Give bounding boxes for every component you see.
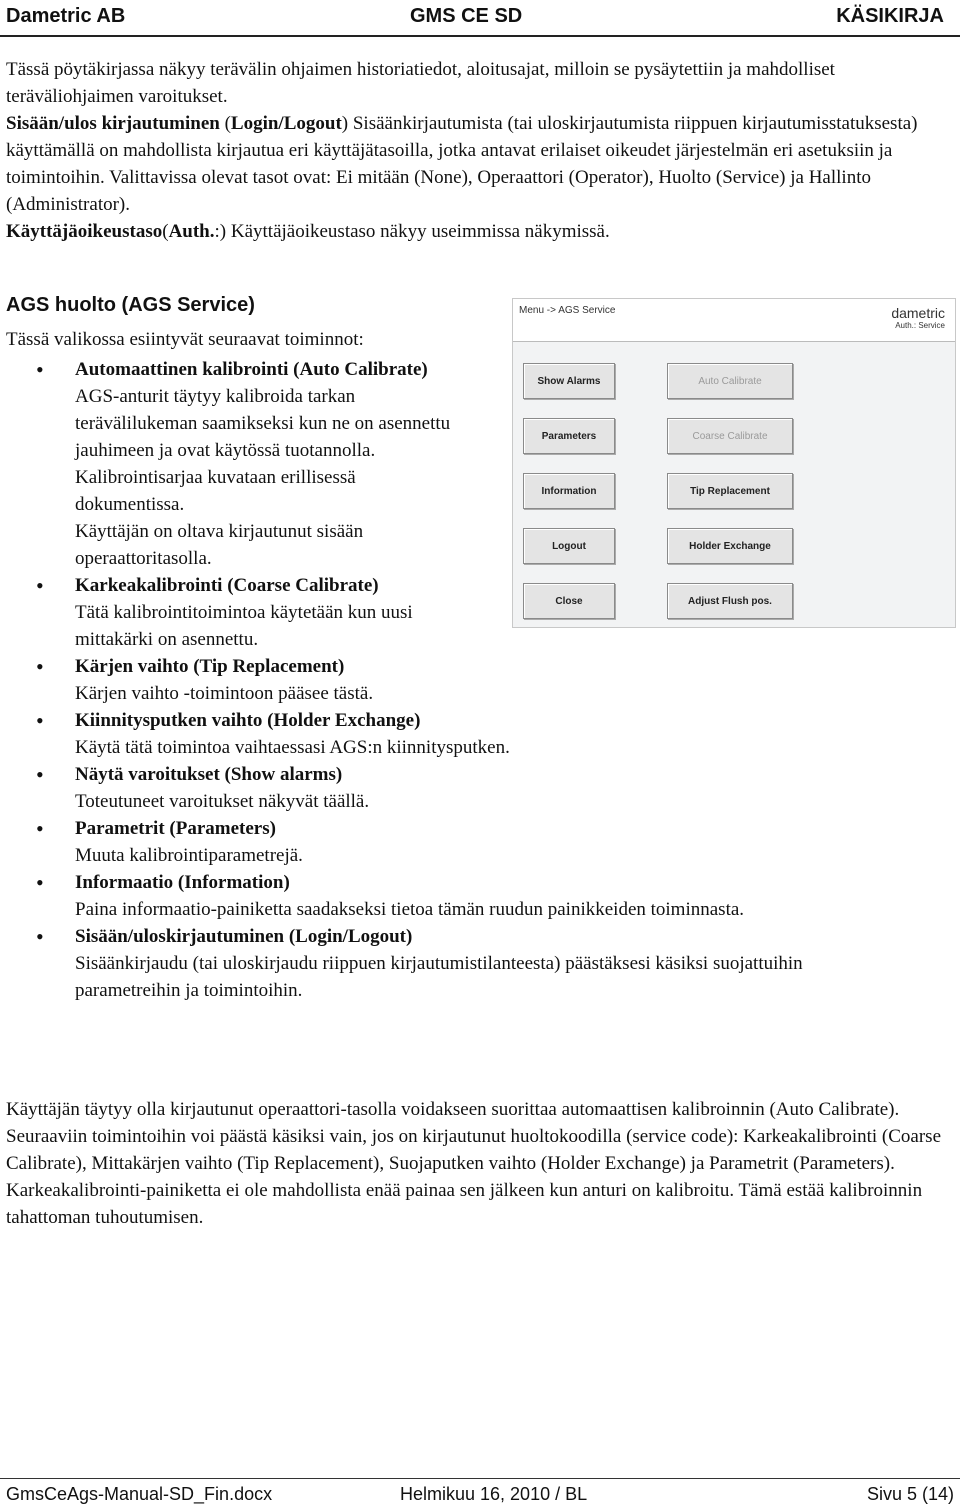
login-logout-term: Sisään/ulos kirjautuminen bbox=[6, 113, 220, 134]
screen-header bbox=[513, 299, 955, 342]
section-title: AGS huolto (AGS Service) bbox=[6, 294, 255, 316]
parameters-button[interactable]: Parameters bbox=[523, 418, 615, 454]
section-intro: Tässä valikossa esiintyvät seuraavat toiminnot: bbox=[6, 329, 364, 350]
adjust-flush-button[interactable]: Adjust Flush pos. bbox=[667, 583, 793, 619]
close-button[interactable]: Close bbox=[523, 583, 615, 619]
footer-page: Sivu 5 (14) bbox=[866, 1484, 954, 1504]
item-desc: Tätä kalibrointitoimintoa käytetään kun uusi mittakärki on asennettu. bbox=[75, 602, 413, 650]
item-desc: Toteutuneet varoitukset näkyvät täällä. bbox=[75, 791, 370, 812]
header-product: GMS CE SD bbox=[410, 5, 523, 27]
item-title: • Kärjen vaihto (Tip Replacement) bbox=[75, 656, 345, 677]
outro-paragraph-1: Käyttäjän täytyy olla kirjautunut operaattori-tasolla voidakseen suorittaa automaattisen kalibroinnin (Auto Calibrate). bbox=[6, 1099, 900, 1120]
list-item bbox=[0, 653, 920, 707]
paren: ( bbox=[219, 113, 231, 134]
header-company: Dametric AB bbox=[6, 5, 126, 27]
brand-logo: dametric bbox=[891, 305, 945, 321]
item-title: • Näytä varoitukset (Show alarms) bbox=[75, 764, 343, 785]
holder-exchange-button[interactable]: Holder Exchange bbox=[667, 528, 793, 564]
item-title: • Parametrit (Parameters) bbox=[75, 818, 276, 839]
list-item bbox=[0, 815, 920, 869]
item-desc: Paina informaatio-painiketta saadakseksi tietoa tämän ruudun painikkeiden toiminnasta. bbox=[75, 899, 745, 920]
login-logout-desc: ) Sisäänkirjautumista (tai uloskirjautumista riippuen kirjautumisstatuksesta) käyttämällä on mahdollista kirjautua eri käyttäjätasoilla, jotka antavat erilaiset oikeudet järjestelmän eri asetuksiin ja toimintoihin. Valittavissa olevat tasot ovat: Ei mitään (None), Operaattori (Operator), Huolto (Service) ja Hallinto (Administrator). bbox=[6, 113, 918, 215]
list-item bbox=[0, 869, 920, 923]
outro-block bbox=[6, 1096, 951, 1231]
item-desc: Muuta kalibrointiparametrejä. bbox=[75, 845, 303, 866]
tip-replacement-button[interactable]: Tip Replacement bbox=[667, 473, 793, 509]
item-desc-2: Käyttäjän on oltava kirjautunut sisään operaattoritasolla. bbox=[75, 521, 364, 569]
item-title: • Karkeakalibrointi (Coarse Calibrate) bbox=[75, 575, 379, 596]
item-desc: Käytä tätä toimintoa vaihtaessasi AGS:n kiinnitysputken. bbox=[75, 737, 510, 758]
item-desc: Kärjen vaihto -toimintoon pääsee tästä. bbox=[75, 683, 374, 704]
login-logout-en: Login/Logout bbox=[230, 113, 342, 134]
item-title: • Automaattinen kalibrointi (Auto Calibrate) bbox=[75, 359, 428, 380]
footer-date: Helmikuu 16, 2010 / BL bbox=[400, 1484, 588, 1504]
auth-abbrev: Auth. bbox=[168, 221, 215, 242]
item-title: • Informaatio (Information) bbox=[75, 872, 290, 893]
show-alarms-button[interactable]: Show Alarms bbox=[523, 363, 615, 399]
logout-button[interactable]: Logout bbox=[523, 528, 615, 564]
item-desc: Sisäänkirjaudu (tai uloskirjaudu riippuen kirjautumistilanteesta) päästäksesi käsiksi suojattuihin parametreihin ja toimintoihin. bbox=[75, 953, 803, 1001]
item-title: • Sisään/uloskirjautuminen (Login/Logout) bbox=[75, 926, 413, 947]
header-rule bbox=[0, 35, 960, 37]
list-item bbox=[0, 572, 495, 653]
intro-block bbox=[6, 56, 951, 245]
paren: ( bbox=[162, 221, 169, 242]
auth-desc: :) Käyttäjäoikeustaso näkyy useimmissa näkymissä. bbox=[214, 221, 610, 242]
auth-term: Käyttäjäoikeustaso bbox=[6, 221, 163, 242]
ags-service-screenshot bbox=[512, 298, 956, 628]
footer-rule bbox=[0, 1478, 960, 1479]
auto-calibrate-button[interactable]: Auto Calibrate bbox=[667, 363, 793, 399]
information-button[interactable]: Information bbox=[523, 473, 615, 509]
coarse-calibrate-button[interactable]: Coarse Calibrate bbox=[667, 418, 793, 454]
outro-paragraph-2: Seuraaviin toimintoihin voi päästä käsiksi vain, jos on kirjautunut huoltokoodilla (service code): Karkeakalibrointi (Coarse Calibrate), Mittakärjen vaihto (Tip Replacement), Suojaputken vaihto (Holder Exchange) ja Parametrit (Parameters). Karkeakalibrointi-painiketta ei ole mahdollista enää painaa sen jälkeen kun anturi on kalibroitu. Tämä estää kalibroinnin tahattoman tuhoutumisen. bbox=[6, 1126, 942, 1228]
intro-paragraph-3 bbox=[6, 218, 951, 245]
page-header bbox=[0, 0, 960, 36]
page-footer bbox=[0, 1484, 960, 1508]
header-doc-type: KÄSIKIRJA bbox=[836, 5, 944, 27]
list-item bbox=[0, 761, 920, 815]
item-title: • Kiinnitysputken vaihto (Holder Exchange) bbox=[75, 710, 421, 731]
list-item bbox=[0, 707, 920, 761]
list-item bbox=[0, 923, 875, 1004]
intro-paragraph-2 bbox=[6, 110, 951, 218]
list-item bbox=[0, 356, 455, 572]
item-desc: AGS-anturit täytyy kalibroida tarkan terävälilukeman saamikseksi kun ne on asennettu jauhimeen ja ovat käytössä tuotannolla. Kalibrointisarjaa kuvataan erillisessä dokumentissa. bbox=[75, 386, 451, 515]
breadcrumb: Menu -> AGS Service bbox=[519, 305, 616, 316]
auth-level: Auth.: Service bbox=[895, 321, 945, 330]
intro-paragraph-1: Tässä pöytäkirjassa näkyy terävälin ohjaimen historiatiedot, aloitusajat, milloin se pysäytettiin ja mahdolliset teräväliohjaimen varoitukset. bbox=[6, 59, 835, 107]
footer-file: GmsCeAgs-Manual-SD_Fin.docx bbox=[6, 1484, 273, 1504]
